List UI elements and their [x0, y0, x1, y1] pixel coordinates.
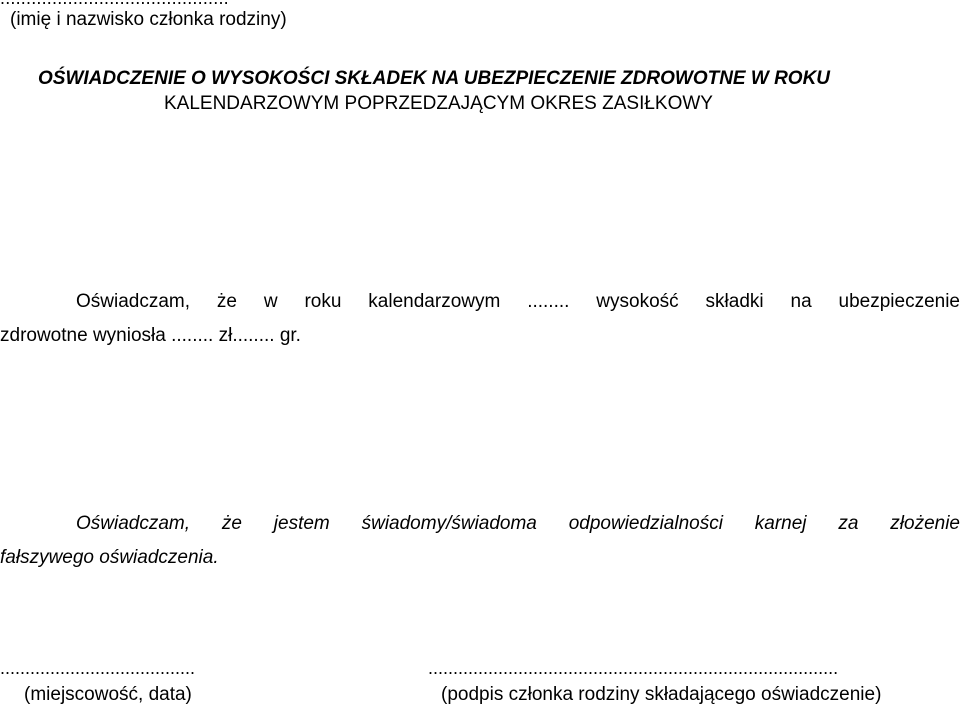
- contribution-statement-line1: Oświadczam, że w roku kalendarzowym ........ wysokość składki na ubezpieczenie: [76, 291, 960, 312]
- contribution-statement: [0, 285, 960, 353]
- document-title-line1: OŚWIADCZENIE O WYSOKOŚCI SKŁADEK NA UBEZPIECZENIE ZDROWOTNE W ROKU: [38, 68, 831, 89]
- document-title: [38, 66, 830, 116]
- contribution-statement-line2: zdrowotne wyniosła ........ zł........ gr.: [0, 325, 301, 346]
- signature-label: (podpis członka rodziny składającego oświadczenie): [441, 684, 882, 705]
- name-line-dots: [0, 0, 229, 9]
- member-name-label: (imię i nazwisko członka rodziny): [10, 9, 287, 30]
- document-title-line2: KALENDARZOWYM POPRZEDZAJĄCYM OKRES ZASIŁKOWY: [164, 93, 713, 114]
- place-date-label: (miejscowość, data): [24, 684, 192, 705]
- liability-statement: [0, 507, 960, 575]
- liability-statement-line1: Oświadczam, że jestem świadomy/świadoma odpowiedzialności karnej za złożenie: [76, 513, 960, 534]
- liability-statement-line2: fałszywego oświadczenia.: [0, 547, 219, 568]
- signature-dots: ..................................................................................: [428, 658, 839, 678]
- place-date-dots: .......................................: [0, 658, 196, 678]
